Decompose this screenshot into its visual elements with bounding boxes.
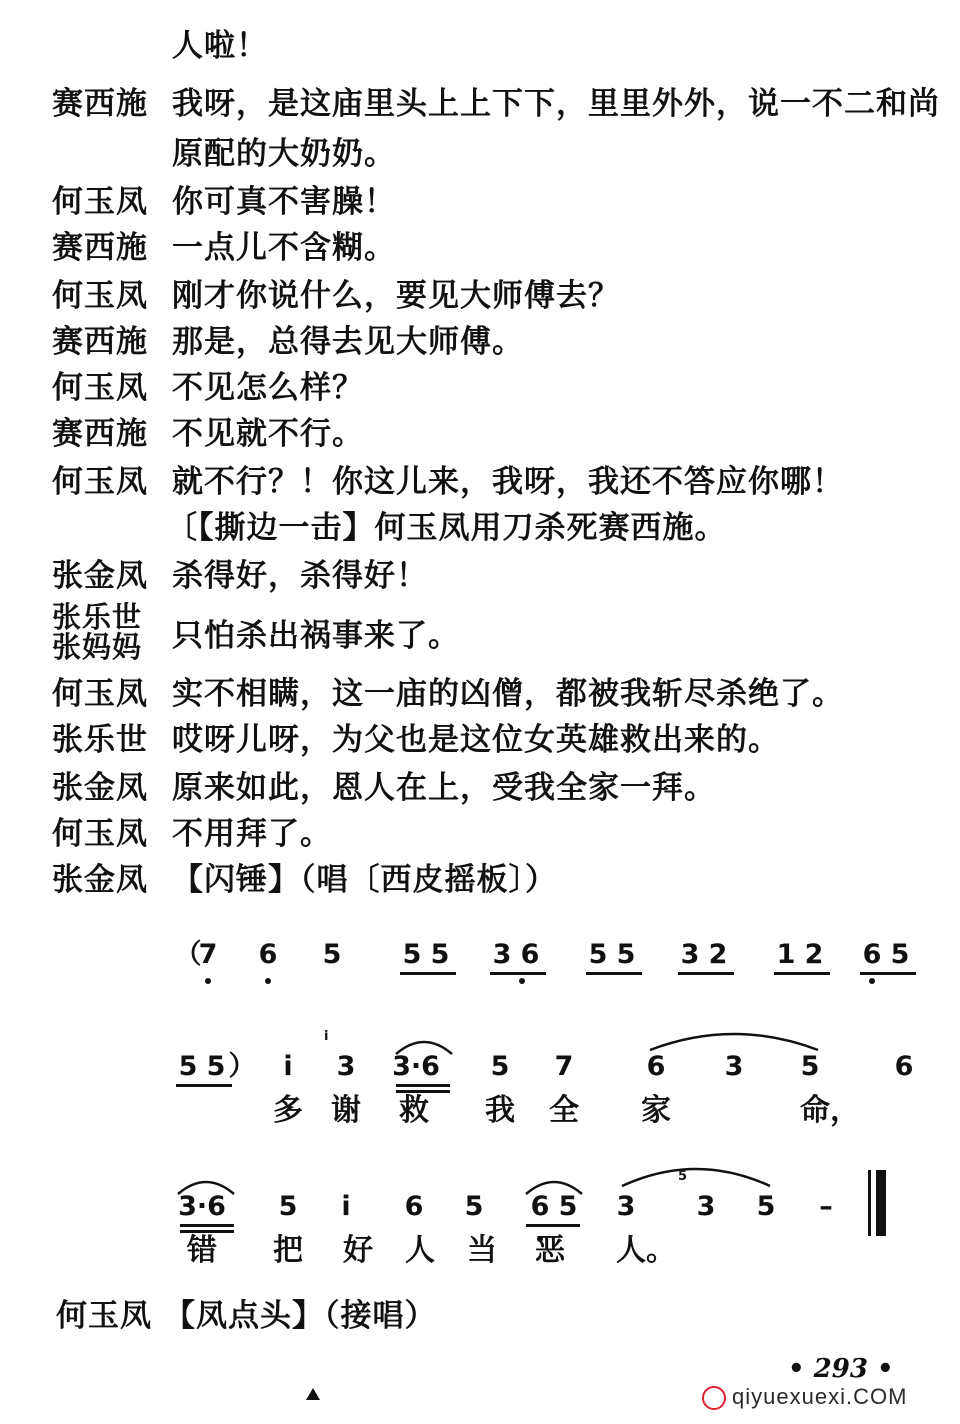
line-text: 人啦！ [172, 28, 268, 64]
note: 3 [696, 1191, 716, 1222]
note: 5 [800, 1051, 820, 1082]
note: 1 [776, 939, 796, 970]
speaker: 何玉凤 [52, 370, 148, 406]
grace-note: i [324, 1029, 329, 1044]
lyrics-row-2 [0, 1094, 960, 1134]
beam-underline [586, 972, 642, 975]
speaker: 何玉凤 [52, 464, 148, 500]
note: 3 [616, 1191, 636, 1222]
note: 5 [558, 1191, 578, 1222]
speaker: 何玉凤 [52, 278, 148, 314]
notation-row-1 [0, 940, 960, 1000]
lyric: 把 [273, 1233, 303, 1268]
note: 6 [530, 1191, 550, 1222]
note: i [341, 1191, 351, 1222]
beam-underline [176, 1084, 232, 1087]
note: 5 [402, 939, 422, 970]
speaker: 张乐世 [52, 600, 143, 634]
note: 3 [680, 939, 700, 970]
note: 3 [492, 939, 512, 970]
note: 5 [464, 1191, 484, 1222]
note: 3 [336, 1051, 356, 1082]
speaker: 赛西施 [52, 416, 148, 452]
slur [648, 1028, 820, 1052]
lyric: 当 [467, 1233, 497, 1268]
final-barline-thin [868, 1170, 871, 1236]
note: i [283, 1051, 293, 1082]
lyric: 家 [641, 1093, 671, 1128]
note: 2 [804, 939, 824, 970]
note: ） [228, 1051, 256, 1082]
note: 5 [490, 1051, 510, 1082]
lyric: 好 [343, 1233, 373, 1268]
lyric: 谢 [331, 1093, 361, 1128]
grace-note: 5 [678, 1169, 688, 1184]
line-text: 我呀，是这庙里头上上下下，里里外外，说一不二和尚 [172, 86, 940, 122]
speaker: 张金凤 [52, 862, 148, 898]
note: 5 [278, 1191, 298, 1222]
line-text: 【闪锤】（唱〔西皮摇板〕） [172, 862, 557, 898]
slur [394, 1036, 454, 1056]
beam-underline [400, 972, 456, 975]
line-text: 你可真不害臊！ [172, 184, 396, 220]
line-text: 原配的大奶奶。 [172, 136, 396, 172]
line-text: 不见怎么样？ [172, 370, 364, 406]
beam-underline [860, 972, 916, 975]
lyric: 恶 [535, 1233, 565, 1268]
speaker: 何玉凤 [52, 816, 148, 852]
note: 5 [322, 939, 342, 970]
line-text: 不见就不行。 [172, 416, 364, 452]
note: 6 [520, 939, 540, 970]
line-text: 刚才你说什么，要见大师傅去？ [172, 278, 620, 314]
page-number: • 293 • [788, 1354, 894, 1384]
note: 6 [894, 1051, 914, 1082]
speaker: 何玉凤 [56, 1298, 152, 1334]
line-text: 〔【撕边一击】何玉凤用刀杀死赛西施。 [166, 510, 727, 546]
note: 6 [404, 1191, 424, 1222]
note: 5 [206, 1051, 226, 1082]
beam-underline [526, 1224, 580, 1227]
lyric: 我 [485, 1093, 515, 1128]
note: 5 [616, 939, 636, 970]
final-barline-thick [876, 1170, 886, 1236]
line-text: 原来如此，恩人在上，受我全家一拜。 [172, 770, 716, 806]
octave-dot [265, 978, 271, 984]
note: 3·6 [392, 1051, 440, 1082]
speaker: 张金凤 [52, 770, 148, 806]
line-text: 【凤点头】（接唱） [164, 1298, 437, 1334]
speaker: 张妈妈 [52, 630, 143, 664]
line-text: 一点儿不含糊。 [172, 230, 396, 266]
note: 5 [178, 1051, 198, 1082]
speaker: 何玉凤 [52, 184, 148, 220]
slur [176, 1176, 236, 1196]
note: 5 [890, 939, 910, 970]
beam-underline [180, 1224, 234, 1227]
lyric: 命， [800, 1093, 860, 1128]
note: 7 [198, 939, 218, 970]
lyric: 多 [273, 1093, 303, 1128]
beam-underline [678, 972, 734, 975]
line-text: 不用拜了。 [172, 816, 332, 852]
beam-underline [396, 1084, 450, 1087]
note: 6 [646, 1051, 666, 1082]
dialogue-line-dual [0, 602, 960, 666]
speaker: 赛西施 [52, 86, 148, 122]
speaker: 张金凤 [52, 558, 148, 594]
line-text: 杀得好，杀得好！ [172, 558, 428, 594]
note: 5 [756, 1191, 776, 1222]
octave-dot [869, 978, 875, 984]
speaker: 赛西施 [52, 324, 148, 360]
octave-dot [519, 978, 525, 984]
octave-dot [205, 978, 211, 984]
speaker: 赛西施 [52, 230, 148, 266]
note: 6 [258, 939, 278, 970]
note: 3 [724, 1051, 744, 1082]
speaker: 张乐世 [52, 722, 148, 758]
note: 3·6 [178, 1191, 226, 1222]
watermark: qiyuexuexi.COM [732, 1384, 908, 1409]
lyric: 全 [549, 1093, 579, 1128]
note: 5 [430, 939, 450, 970]
lyric: 救 [399, 1093, 429, 1128]
note: 7 [554, 1051, 574, 1082]
watermark-logo-icon [702, 1386, 726, 1410]
page-mark-icon [306, 1388, 320, 1400]
line-text: 只怕杀出祸事来了。 [172, 618, 460, 654]
speaker: 何玉凤 [52, 676, 148, 712]
note: 6 [862, 939, 882, 970]
beam-underline [490, 972, 546, 975]
note: 2 [708, 939, 728, 970]
note: 5 [588, 939, 608, 970]
lyric: 人。 [616, 1233, 676, 1268]
beam-underline [774, 972, 830, 975]
slur [524, 1176, 584, 1196]
line-text: 那是，总得去见大师傅。 [172, 324, 524, 360]
lyric: 错 [187, 1233, 217, 1268]
speaker-pair [52, 602, 162, 662]
line-text: 就不行？！你这儿来，我呀，我还不答应你哪！ [172, 464, 844, 500]
line-text: 实不相瞒，这一庙的凶僧，都被我斩尽杀绝了。 [172, 676, 844, 712]
slur [620, 1162, 772, 1188]
lyrics-row-3 [0, 1234, 960, 1274]
lyric: 人 [405, 1233, 435, 1268]
note: – [819, 1191, 833, 1222]
line-text: 哎呀儿呀，为父也是这位女英雄救出来的。 [172, 722, 780, 758]
note: （ [174, 939, 202, 970]
